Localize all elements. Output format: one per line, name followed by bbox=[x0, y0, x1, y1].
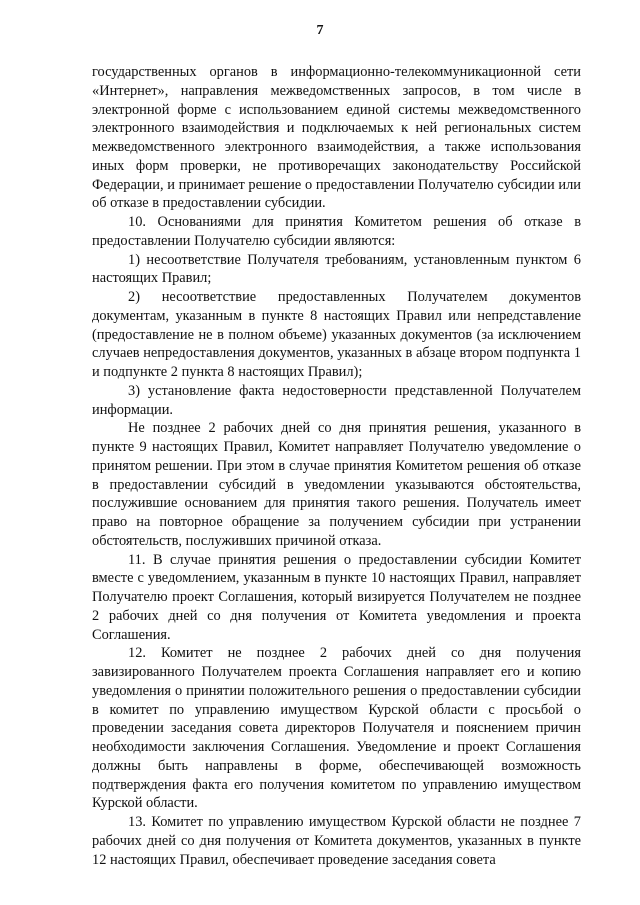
paragraph-clause-11: 11. В случае принятия решения о предоставлении субсидии Комитет вместе с уведомлением, указанным в пункте 10 настоящих Правил, направляет Получателю проект Соглашения, который визируется Получателем не позднее 2 рабочих дней со дня получения от Комитета уведомления и проекта Соглашения. bbox=[92, 551, 581, 643]
page-number: 7 bbox=[316, 23, 324, 38]
paragraph-clause-10: 10. Основаниями для принятия Комитетом решения об отказе в предоставлении Получателю субсидии являются: bbox=[92, 214, 581, 249]
paragraph-clause-13: 13. Комитет по управлению имуществом Курской области не позднее 7 рабочих дней со дня получения от Комитета документов, указанных в пункте 12 настоящих Правил, обеспечивает проведение заседания совета bbox=[92, 814, 581, 868]
paragraph-subclause-3: 3) установление факта недостоверности представленной Получателем информации. bbox=[92, 382, 581, 418]
document-body bbox=[92, 63, 581, 869]
paragraph-clause-12: 12. Комитет не позднее 2 рабочих дней со дня получения завизированного Получателем проекта Соглашения направляет его и копию уведомления о принятии положительного решения о предоставлении субсидии в комитет по управлению имуществом Курской области с просьбой о проведении заседания совета директоров Получателя и пояснением причин необходимости заключения Соглашения. Уведомление и проект Соглашения должны быть направлены в форме, обеспечивающей возможность подтверждения факта его получения комитетом по управлению имуществом Курской области. bbox=[92, 645, 581, 812]
paragraph-subclause-1: 1) несоответствие Получателя требованиям, установленным пунктом 6 настоящих Правил; bbox=[92, 251, 581, 287]
paragraph-subclause-2: 2) несоответствие предоставленных Получателем документов документам, указанным в пункте 8 настоящих Правил или непредставление (предоставление не в полном объеме) указанных документов (за исключением случаев непредоставления документов, указанных в абзаце втором подпункта 1 и подпункте 2 пункта 8 настоящих Правил); bbox=[92, 289, 581, 380]
paragraph-continuation: государственных органов в информационно-телекоммуникационной сети «Интернет», направления межведомственных запросов, в том числе в электронной форме с использованием единой системы межведомственного электронного взаимодействия и подключаемых к ней региональных систем межведомственного электронного взаимодействия, а также использования иных форм проверки, не противоречащих законодательству Российской Федерации, и принимает решение о предоставлении Получателю субсидии или об отказе в предоставлении субсидии. bbox=[92, 64, 581, 212]
paragraph-notification: Не позднее 2 рабочих дней со дня принятия решения, указанного в пункте 9 настоящих Правил, Комитет направляет Получателю уведомление о принятом решении. При этом в случае принятия Комитетом решения об отказе в предоставлении субсидий в уведомлении указываются обстоятельства, послужившие основанием для принятия такого решения. Получатель имеет право на повторное обращение за получением субсидии при устранении обстоятельств, послуживших причиной отказа. bbox=[92, 420, 581, 549]
